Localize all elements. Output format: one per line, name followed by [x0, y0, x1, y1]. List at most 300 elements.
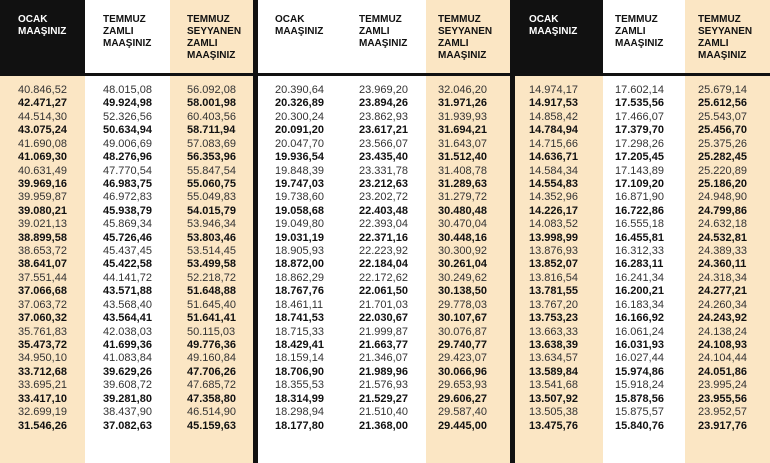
cell-temmuz-seyyanen: 53.514,45 [187, 245, 236, 258]
cell-temmuz-seyyanen: 56.092,08 [187, 84, 236, 96]
cell-ocak: 18.905,93 [275, 245, 324, 258]
cell-temmuz-zamli: 15.878,56 [615, 392, 664, 405]
cell-temmuz-zamli: 45.869,34 [103, 218, 152, 231]
cell-temmuz-seyyanen: 25.543,07 [698, 110, 747, 123]
cell-ocak: 14.352,96 [529, 191, 578, 204]
cell-ocak: 19.747,03 [275, 177, 324, 190]
cell-ocak: 18.862,29 [275, 271, 324, 284]
table-row [0, 178, 253, 191]
table-row [0, 258, 253, 271]
cell-temmuz-zamli: 22.061,50 [359, 285, 408, 298]
cell-temmuz-zamli: 39.608,72 [103, 379, 152, 392]
cell-temmuz-zamli: 45.938,79 [103, 204, 152, 217]
cell-temmuz-zamli: 17.466,07 [615, 110, 664, 123]
cell-temmuz-seyyanen: 53.803,46 [187, 231, 236, 244]
cell-temmuz-zamli: 23.862,93 [359, 110, 408, 123]
cell-ocak: 19.031,19 [275, 231, 324, 244]
cell-ocak: 19.058,68 [275, 204, 324, 217]
cell-temmuz-seyyanen: 24.051,86 [698, 365, 747, 378]
cell-temmuz-zamli: 42.038,03 [103, 325, 152, 338]
cell-temmuz-seyyanen: 25.220,89 [698, 164, 747, 177]
table-row [0, 366, 253, 379]
table-row [258, 299, 510, 312]
table-row [258, 366, 510, 379]
table-row [258, 84, 510, 97]
cell-temmuz-zamli: 16.283,11 [615, 258, 664, 271]
table-row [515, 218, 770, 231]
table-row [515, 258, 770, 271]
table-row [258, 406, 510, 419]
cell-ocak: 35.473,72 [18, 339, 67, 352]
cell-ocak: 18.429,41 [275, 339, 324, 352]
table-row [515, 97, 770, 110]
header-temmuz-zamli: TEMMUZ ZAMLI MAAŞINIZ [346, 0, 426, 73]
cell-temmuz-zamli: 49.924,98 [103, 97, 152, 110]
cell-temmuz-seyyanen: 30.480,48 [438, 204, 487, 217]
table-row [258, 272, 510, 285]
cell-ocak: 14.784,94 [529, 124, 578, 137]
cell-temmuz-seyyanen: 30.107,67 [438, 312, 487, 325]
table-row [515, 272, 770, 285]
cell-ocak: 13.507,92 [529, 392, 578, 405]
cell-temmuz-seyyanen: 24.632,18 [698, 218, 747, 231]
table-row [0, 272, 253, 285]
table-row [515, 124, 770, 137]
table-row [515, 191, 770, 204]
table-row [515, 379, 770, 392]
header-ocak: OCAK MAAŞINIZ [0, 0, 85, 73]
cell-temmuz-zamli: 22.030,67 [359, 312, 408, 325]
cell-temmuz-seyyanen: 29.423,07 [438, 352, 487, 365]
cell-temmuz-zamli: 45.726,46 [103, 231, 152, 244]
table-row [0, 205, 253, 218]
table-row [515, 393, 770, 406]
table-row [515, 138, 770, 151]
cell-ocak: 41.690,08 [18, 137, 67, 150]
cell-ocak: 13.638,39 [529, 339, 578, 352]
cell-ocak: 14.974,17 [529, 84, 578, 96]
cell-temmuz-zamli: 16.166,92 [615, 312, 664, 325]
table-row [515, 165, 770, 178]
cell-ocak: 13.767,20 [529, 298, 578, 311]
table-row [258, 205, 510, 218]
cell-temmuz-seyyanen: 25.679,14 [698, 84, 747, 96]
cell-temmuz-seyyanen: 31.694,21 [438, 124, 487, 137]
cell-ocak: 38.653,72 [18, 245, 67, 258]
cell-temmuz-zamli: 45.422,58 [103, 258, 152, 271]
cell-temmuz-seyyanen: 25.186,20 [698, 177, 747, 190]
cell-ocak: 33.417,10 [18, 392, 67, 405]
cell-temmuz-zamli: 48.015,08 [103, 84, 152, 96]
cell-ocak: 18.741,53 [275, 312, 324, 325]
cell-temmuz-seyyanen: 50.115,03 [187, 325, 236, 338]
table-row [515, 299, 770, 312]
table-row [515, 232, 770, 245]
cell-temmuz-zamli: 41.699,36 [103, 339, 152, 352]
header-ocak: OCAK MAAŞINIZ [258, 0, 346, 73]
table-row [258, 285, 510, 298]
cell-temmuz-zamli: 21.529,27 [359, 392, 408, 405]
table-row [258, 218, 510, 231]
cell-temmuz-seyyanen: 31.289,63 [438, 177, 487, 190]
cell-temmuz-seyyanen: 30.448,16 [438, 231, 487, 244]
cell-ocak: 37.066,68 [18, 285, 67, 298]
cell-temmuz-zamli: 50.634,94 [103, 124, 152, 137]
table-row [258, 178, 510, 191]
table-row [258, 191, 510, 204]
cell-temmuz-seyyanen: 58.001,98 [187, 97, 236, 110]
cell-temmuz-seyyanen: 24.260,34 [698, 298, 747, 311]
cell-temmuz-seyyanen: 24.532,81 [698, 231, 747, 244]
cell-temmuz-zamli: 17.298,26 [615, 137, 664, 150]
cell-temmuz-seyyanen: 45.159,63 [187, 419, 236, 432]
cell-temmuz-zamli: 16.312,33 [615, 245, 664, 258]
cell-temmuz-seyyanen: 30.261,04 [438, 258, 487, 271]
cell-ocak: 13.589,84 [529, 365, 578, 378]
cell-temmuz-seyyanen: 47.685,72 [187, 379, 236, 392]
cell-temmuz-seyyanen: 24.318,34 [698, 271, 747, 284]
cell-temmuz-seyyanen: 55.847,54 [187, 164, 236, 177]
cell-ocak: 14.917,53 [529, 97, 578, 110]
cell-temmuz-zamli: 21.346,07 [359, 352, 408, 365]
cell-ocak: 13.876,93 [529, 245, 578, 258]
table-body [258, 84, 510, 433]
cell-ocak: 13.505,38 [529, 406, 578, 419]
table-row [515, 84, 770, 97]
cell-ocak: 44.514,30 [18, 110, 67, 123]
cell-temmuz-zamli: 17.535,56 [615, 97, 664, 110]
cell-temmuz-seyyanen: 24.360,11 [698, 258, 747, 271]
salary-panel-3 [515, 0, 770, 463]
cell-temmuz-seyyanen: 31.408,78 [438, 164, 487, 177]
table-row [0, 84, 253, 97]
table-row [0, 352, 253, 365]
cell-temmuz-seyyanen: 31.643,07 [438, 137, 487, 150]
cell-ocak: 31.546,26 [18, 419, 67, 432]
cell-temmuz-zamli: 49.006,69 [103, 137, 152, 150]
table-row [0, 312, 253, 325]
table-row [0, 138, 253, 151]
cell-ocak: 18.355,53 [275, 379, 324, 392]
cell-temmuz-seyyanen: 29.587,40 [438, 406, 487, 419]
cell-ocak: 40.846,52 [18, 84, 67, 96]
cell-temmuz-seyyanen: 24.948,90 [698, 191, 747, 204]
cell-ocak: 20.047,70 [275, 137, 324, 150]
cell-temmuz-seyyanen: 30.249,62 [438, 271, 487, 284]
cell-ocak: 18.767,76 [275, 285, 324, 298]
cell-temmuz-zamli: 39.281,80 [103, 392, 152, 405]
cell-temmuz-seyyanen: 51.641,41 [187, 312, 236, 325]
cell-temmuz-zamli: 16.183,34 [615, 298, 664, 311]
cell-temmuz-seyyanen: 30.076,87 [438, 325, 487, 338]
cell-temmuz-seyyanen: 58.711,94 [187, 124, 236, 137]
table-row [258, 138, 510, 151]
header-temmuz-seyyanen: TEMMUZ SEYYANEN ZAMLI MAAŞINIZ [170, 0, 253, 73]
cell-temmuz-zamli: 21.989,96 [359, 365, 408, 378]
header-temmuz-seyyanen: TEMMUZ SEYYANEN ZAMLI MAAŞINIZ [426, 0, 510, 73]
table-row [515, 420, 770, 433]
cell-temmuz-seyyanen: 23.955,56 [698, 392, 747, 405]
cell-ocak: 39.021,13 [18, 218, 67, 231]
cell-temmuz-seyyanen: 51.648,88 [187, 285, 236, 298]
table-row [258, 393, 510, 406]
cell-ocak: 14.636,71 [529, 151, 578, 164]
cell-temmuz-seyyanen: 54.015,79 [187, 204, 236, 217]
cell-temmuz-zamli: 16.027,44 [615, 352, 664, 365]
cell-ocak: 19.848,39 [275, 164, 324, 177]
cell-temmuz-seyyanen: 23.995,24 [698, 379, 747, 392]
cell-temmuz-zamli: 23.566,07 [359, 137, 408, 150]
cell-temmuz-seyyanen: 29.445,00 [438, 419, 487, 432]
table-row [515, 205, 770, 218]
cell-ocak: 33.712,68 [18, 365, 67, 378]
cell-ocak: 37.551,44 [18, 271, 67, 284]
table-row [0, 285, 253, 298]
salary-panel-2 [258, 0, 510, 463]
cell-temmuz-seyyanen: 60.403,56 [187, 110, 236, 123]
cell-temmuz-seyyanen: 31.512,40 [438, 151, 487, 164]
cell-temmuz-zamli: 15.974,86 [615, 365, 664, 378]
cell-temmuz-zamli: 17.602,14 [615, 84, 664, 96]
cell-ocak: 13.816,54 [529, 271, 578, 284]
cell-ocak: 38.899,58 [18, 231, 67, 244]
cell-ocak: 14.715,66 [529, 137, 578, 150]
cell-temmuz-zamli: 47.770,54 [103, 164, 152, 177]
cell-temmuz-seyyanen: 24.243,92 [698, 312, 747, 325]
cell-temmuz-seyyanen: 56.353,96 [187, 151, 236, 164]
cell-temmuz-zamli: 22.184,04 [359, 258, 408, 271]
cell-ocak: 14.858,42 [529, 110, 578, 123]
cell-temmuz-seyyanen: 47.358,80 [187, 392, 236, 405]
cell-temmuz-zamli: 21.576,93 [359, 379, 408, 392]
cell-ocak: 14.226,17 [529, 204, 578, 217]
cell-temmuz-zamli: 23.617,21 [359, 124, 408, 137]
cell-temmuz-zamli: 37.082,63 [103, 419, 152, 432]
cell-temmuz-seyyanen: 46.514,90 [187, 406, 236, 419]
cell-temmuz-zamli: 16.200,21 [615, 285, 664, 298]
cell-ocak: 18.177,80 [275, 419, 324, 432]
cell-temmuz-zamli: 22.371,16 [359, 231, 408, 244]
cell-temmuz-zamli: 46.983,75 [103, 177, 152, 190]
cell-temmuz-seyyanen: 30.470,04 [438, 218, 487, 231]
table-row [515, 178, 770, 191]
header-rule [258, 73, 510, 76]
cell-temmuz-zamli: 23.202,72 [359, 191, 408, 204]
table-row [0, 232, 253, 245]
table-row [258, 420, 510, 433]
cell-ocak: 18.314,99 [275, 392, 324, 405]
cell-temmuz-seyyanen: 31.279,72 [438, 191, 487, 204]
salary-panel-1 [0, 0, 253, 463]
cell-ocak: 13.634,57 [529, 352, 578, 365]
cell-temmuz-zamli: 44.141,72 [103, 271, 152, 284]
cell-ocak: 14.554,83 [529, 177, 578, 190]
table-row [0, 111, 253, 124]
table-row [515, 245, 770, 258]
cell-temmuz-seyyanen: 30.066,96 [438, 365, 487, 378]
cell-temmuz-zamli: 21.510,40 [359, 406, 408, 419]
cell-ocak: 20.300,24 [275, 110, 324, 123]
table-row [0, 299, 253, 312]
cell-temmuz-zamli: 17.379,70 [615, 124, 664, 137]
cell-ocak: 13.663,33 [529, 325, 578, 338]
cell-temmuz-zamli: 23.212,63 [359, 177, 408, 190]
table-row [258, 245, 510, 258]
cell-ocak: 13.781,55 [529, 285, 578, 298]
header-temmuz-seyyanen: TEMMUZ SEYYANEN ZAMLI MAAŞINIZ [685, 0, 770, 73]
table-row [515, 366, 770, 379]
cell-temmuz-zamli: 21.701,03 [359, 298, 408, 311]
cell-temmuz-seyyanen: 24.799,86 [698, 204, 747, 217]
cell-temmuz-seyyanen: 29.740,77 [438, 339, 487, 352]
table-row [515, 406, 770, 419]
table-row [0, 218, 253, 231]
cell-temmuz-seyyanen: 32.046,20 [438, 84, 487, 96]
cell-ocak: 33.695,21 [18, 379, 67, 392]
table-row [258, 258, 510, 271]
table-row [0, 245, 253, 258]
cell-temmuz-zamli: 38.437,90 [103, 406, 152, 419]
cell-temmuz-seyyanen: 25.375,26 [698, 137, 747, 150]
table-row [0, 326, 253, 339]
cell-temmuz-seyyanen: 23.952,57 [698, 406, 747, 419]
cell-ocak: 18.715,33 [275, 325, 324, 338]
cell-ocak: 40.631,49 [18, 164, 67, 177]
cell-ocak: 19.936,54 [275, 151, 324, 164]
cell-temmuz-seyyanen: 53.946,34 [187, 218, 236, 231]
table-row [258, 165, 510, 178]
table-row [0, 379, 253, 392]
table-row [515, 352, 770, 365]
cell-temmuz-zamli: 16.241,34 [615, 271, 664, 284]
cell-temmuz-zamli: 22.403,48 [359, 204, 408, 217]
cell-ocak: 38.641,07 [18, 258, 67, 271]
cell-temmuz-zamli: 22.223,92 [359, 245, 408, 258]
table-row [258, 124, 510, 137]
cell-ocak: 13.753,23 [529, 312, 578, 325]
cell-temmuz-zamli: 15.875,57 [615, 406, 664, 419]
table-row [0, 393, 253, 406]
cell-ocak: 14.083,52 [529, 218, 578, 231]
cell-temmuz-seyyanen: 29.778,03 [438, 298, 487, 311]
cell-temmuz-zamli: 21.999,87 [359, 325, 408, 338]
cell-temmuz-zamli: 46.972,83 [103, 191, 152, 204]
cell-ocak: 39.080,21 [18, 204, 67, 217]
cell-temmuz-seyyanen: 25.282,45 [698, 151, 747, 164]
cell-temmuz-seyyanen: 24.138,24 [698, 325, 747, 338]
cell-temmuz-zamli: 39.629,26 [103, 365, 152, 378]
cell-ocak: 35.761,83 [18, 325, 67, 338]
cell-temmuz-zamli: 16.455,81 [615, 231, 664, 244]
cell-temmuz-seyyanen: 29.606,27 [438, 392, 487, 405]
cell-temmuz-zamli: 45.437,45 [103, 245, 152, 258]
cell-temmuz-seyyanen: 55.049,83 [187, 191, 236, 204]
cell-ocak: 43.075,24 [18, 124, 67, 137]
cell-temmuz-zamli: 16.061,24 [615, 325, 664, 338]
cell-temmuz-seyyanen: 23.917,76 [698, 419, 747, 432]
table-row [258, 339, 510, 352]
cell-temmuz-seyyanen: 25.456,70 [698, 124, 747, 137]
header-temmuz-zamli: TEMMUZ ZAMLI MAAŞINIZ [85, 0, 170, 73]
table-row [258, 97, 510, 110]
cell-ocak: 39.959,87 [18, 191, 67, 204]
cell-ocak: 13.852,07 [529, 258, 578, 271]
cell-ocak: 42.471,27 [18, 97, 67, 110]
table-row [515, 339, 770, 352]
table-row [258, 151, 510, 164]
table-body [515, 84, 770, 433]
cell-temmuz-seyyanen: 57.083,69 [187, 137, 236, 150]
table-row [0, 97, 253, 110]
table-row [258, 232, 510, 245]
cell-ocak: 20.390,64 [275, 84, 324, 96]
table-row [0, 165, 253, 178]
cell-temmuz-zamli: 15.918,24 [615, 379, 664, 392]
table-row [515, 111, 770, 124]
table-row [515, 312, 770, 325]
cell-temmuz-zamli: 41.083,84 [103, 352, 152, 365]
cell-temmuz-seyyanen: 29.653,93 [438, 379, 487, 392]
cell-temmuz-zamli: 23.435,40 [359, 151, 408, 164]
table-row [0, 339, 253, 352]
cell-temmuz-seyyanen: 51.645,40 [187, 298, 236, 311]
table-row [0, 151, 253, 164]
cell-temmuz-seyyanen: 53.499,58 [187, 258, 236, 271]
cell-temmuz-zamli: 52.326,56 [103, 110, 152, 123]
cell-temmuz-seyyanen: 47.706,26 [187, 365, 236, 378]
cell-ocak: 20.091,20 [275, 124, 324, 137]
cell-temmuz-seyyanen: 49.776,36 [187, 339, 236, 352]
cell-temmuz-seyyanen: 52.218,72 [187, 271, 236, 284]
table-row [258, 326, 510, 339]
cell-temmuz-zamli: 22.393,04 [359, 218, 408, 231]
cell-temmuz-zamli: 23.894,26 [359, 97, 408, 110]
cell-temmuz-zamli: 23.969,20 [359, 84, 408, 96]
header-rule [0, 73, 253, 76]
cell-temmuz-seyyanen: 24.104,44 [698, 352, 747, 365]
table-row [515, 151, 770, 164]
cell-ocak: 39.969,16 [18, 177, 67, 190]
cell-temmuz-zamli: 16.722,86 [615, 204, 664, 217]
cell-temmuz-zamli: 17.205,45 [615, 151, 664, 164]
table-row [515, 285, 770, 298]
cell-ocak: 37.060,32 [18, 312, 67, 325]
cell-temmuz-zamli: 17.143,89 [615, 164, 664, 177]
cell-ocak: 18.159,14 [275, 352, 324, 365]
cell-ocak: 18.461,11 [275, 298, 324, 311]
cell-temmuz-zamli: 43.564,41 [103, 312, 152, 325]
cell-ocak: 18.706,90 [275, 365, 324, 378]
cell-temmuz-zamli: 23.331,78 [359, 164, 408, 177]
cell-temmuz-seyyanen: 25.612,56 [698, 97, 747, 110]
table-row [0, 191, 253, 204]
table-header [258, 0, 510, 73]
cell-ocak: 18.872,00 [275, 258, 324, 271]
table-body [0, 84, 253, 433]
table-row [0, 124, 253, 137]
cell-ocak: 18.298,94 [275, 406, 324, 419]
cell-ocak: 13.998,99 [529, 231, 578, 244]
cell-temmuz-zamli: 17.109,20 [615, 177, 664, 190]
cell-temmuz-zamli: 43.571,88 [103, 285, 152, 298]
header-temmuz-zamli: TEMMUZ ZAMLI MAAŞINIZ [603, 0, 685, 73]
cell-temmuz-zamli: 43.568,40 [103, 298, 152, 311]
cell-ocak: 14.584,34 [529, 164, 578, 177]
cell-temmuz-zamli: 21.663,77 [359, 339, 408, 352]
cell-ocak: 13.541,68 [529, 379, 578, 392]
cell-temmuz-zamli: 22.172,62 [359, 271, 408, 284]
table-row [258, 352, 510, 365]
